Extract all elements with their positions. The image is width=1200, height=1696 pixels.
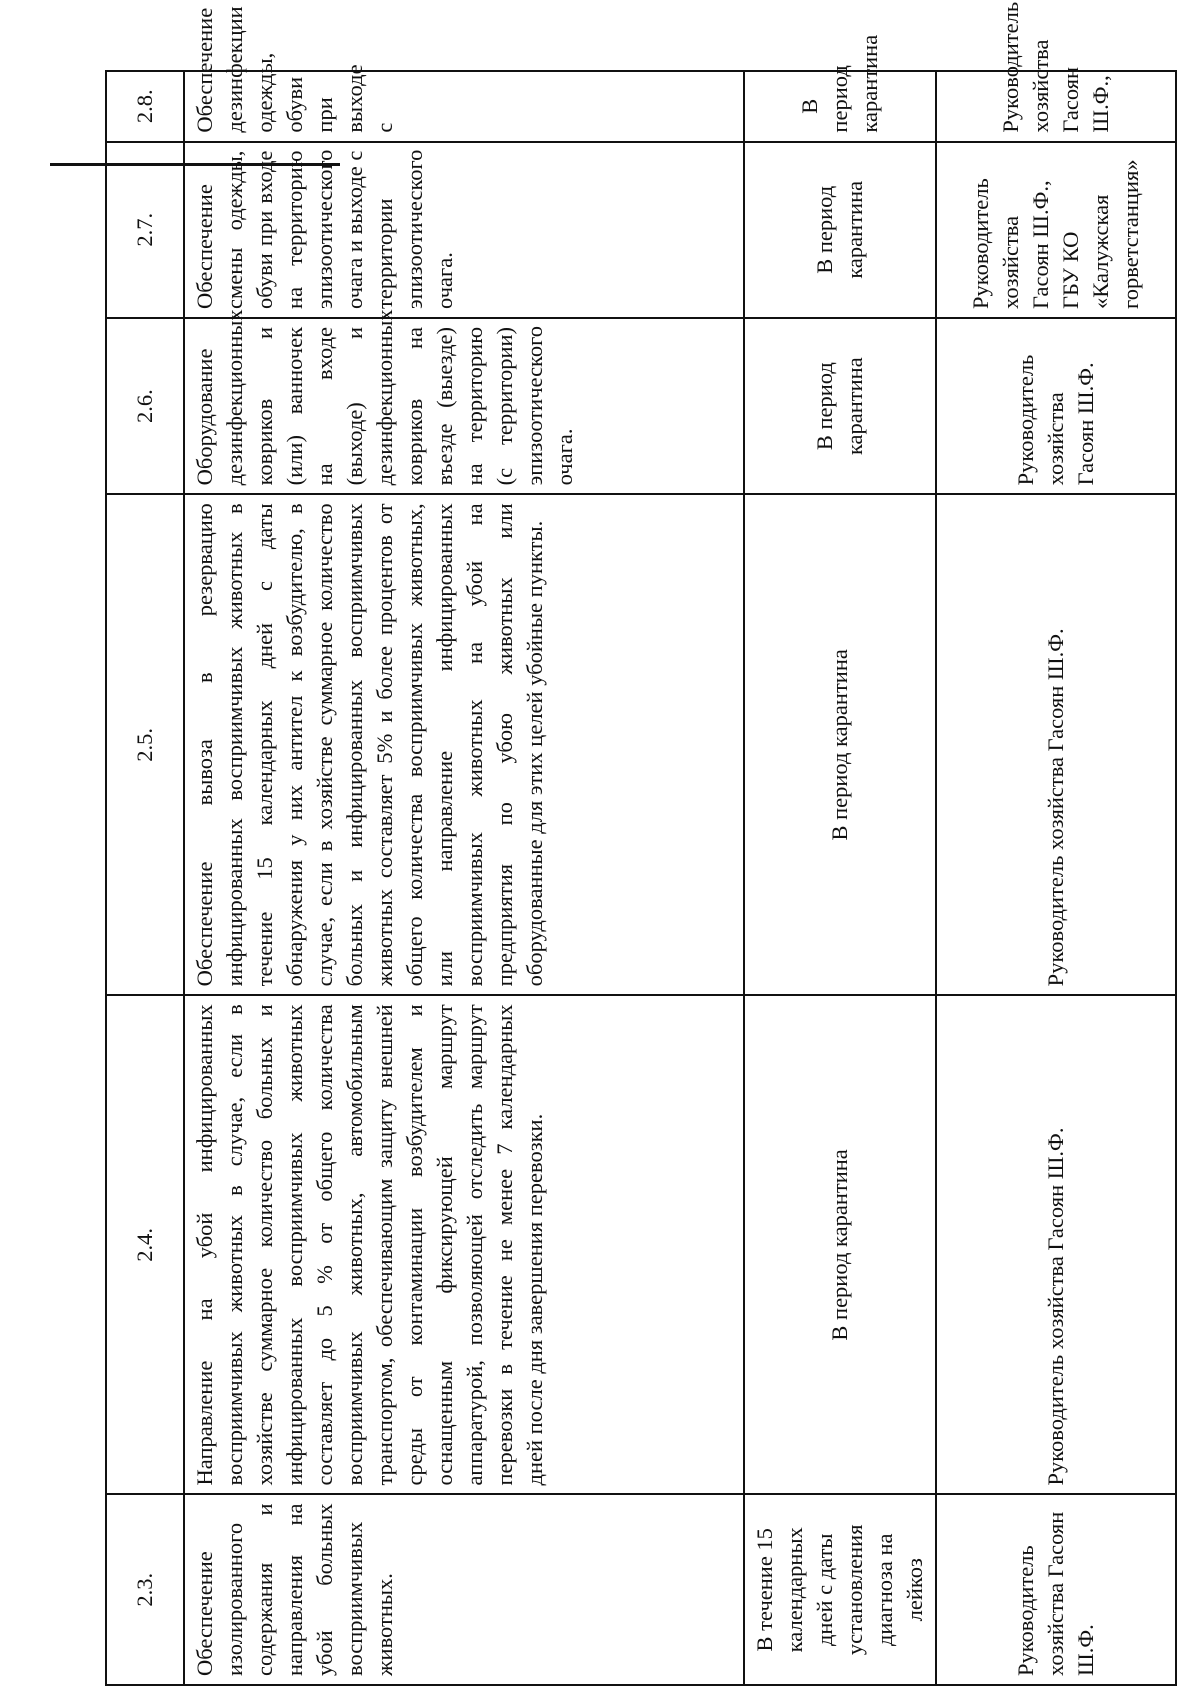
measure-description: Обеспечение вывоза в резервацию инфицированных восприимчивых животных в течение 15 календарных дней с даты обнаружения у них антител к возбудителю, в случае, если в хозяйстве суммарное количество больных и инфицированных восприимчивых животных составляет 5% и более процентов от общего количества восприимчивых животных, или направление инфицированных восприимчивых животных на убой на предприятия по убою животных или оборудованные для этих целей убойные пункты. — [184, 494, 744, 995]
measure-responsible: Руководитель хозяйства Гасоян Ш.Ф. — [936, 995, 1176, 1494]
measure-description: Обеспечение изолированного содержания и направления на убой больных восприимчивых животных. — [184, 1495, 744, 1686]
row-number: 2.7. — [106, 142, 184, 318]
rotated-page — [40, 1, 1144, 1686]
measure-description: Оборудование дезинфекционных ковриков и (или) ванночек на входе (выходе) и дезинфекционных ковриков на въезде (выезде) на территорию (с территории) эпизоотического очага. — [184, 318, 744, 494]
measure-term: В период карантина — [744, 494, 936, 995]
measure-responsible: Руководитель хозяйства Гасоян Ш.Ф. — [936, 494, 1176, 995]
row-number: 2.4. — [106, 995, 184, 1494]
measure-term: В течение 15 календарных дней с даты установления диагноза на лейкоз — [744, 1495, 936, 1686]
measure-description: Обеспечение смены одежды, обуви при входе на территорию эпизоотического очага и выходе с территории эпизоотического очага. — [184, 142, 744, 318]
measure-description: Направление на убой инфицированных восприимчивых животных в случае, если в хозяйстве суммарное количество больных и инфицированных восприимчивых животных составляет до 5 % от общего количества восприимчивых животных, автомобильным транспортом, обеспечивающим защиту внешней среды от контаминации возбудителем и оснащенным фиксирующей маршрут аппаратурой, позволяющей отследить маршрут перевозки в течение не менее 7 календарных дней после дня завершения перевозки. — [184, 995, 744, 1494]
row-number: 2.3. — [106, 1495, 184, 1686]
measure-description: Обеспечение дезинфекции одежды, обуви при выходе с — [184, 71, 744, 142]
row-number: 2.5. — [106, 494, 184, 995]
measure-term: В период карантина — [744, 71, 936, 142]
measure-term: В период карантина — [744, 142, 936, 318]
measure-term: В период карантина — [744, 318, 936, 494]
measure-responsible: Руководитель хозяйства Гасоян Ш.Ф. — [936, 318, 1176, 494]
measure-responsible: Руководитель хозяйства Гасоян Ш.Ф., — [936, 71, 1176, 142]
row-number: 2.6. — [106, 318, 184, 494]
measure-term: В период карантина — [744, 995, 936, 1494]
measure-responsible: Руководитель хозяйства Гасоян Ш.Ф. — [936, 1495, 1176, 1686]
row-number: 2.8. — [106, 71, 184, 142]
measures-table — [105, 1, 1177, 1686]
measure-responsible: Руководитель хозяйства Гасоян Ш.Ф., ГБУ КО «Калужская горветстанция» — [936, 142, 1176, 318]
